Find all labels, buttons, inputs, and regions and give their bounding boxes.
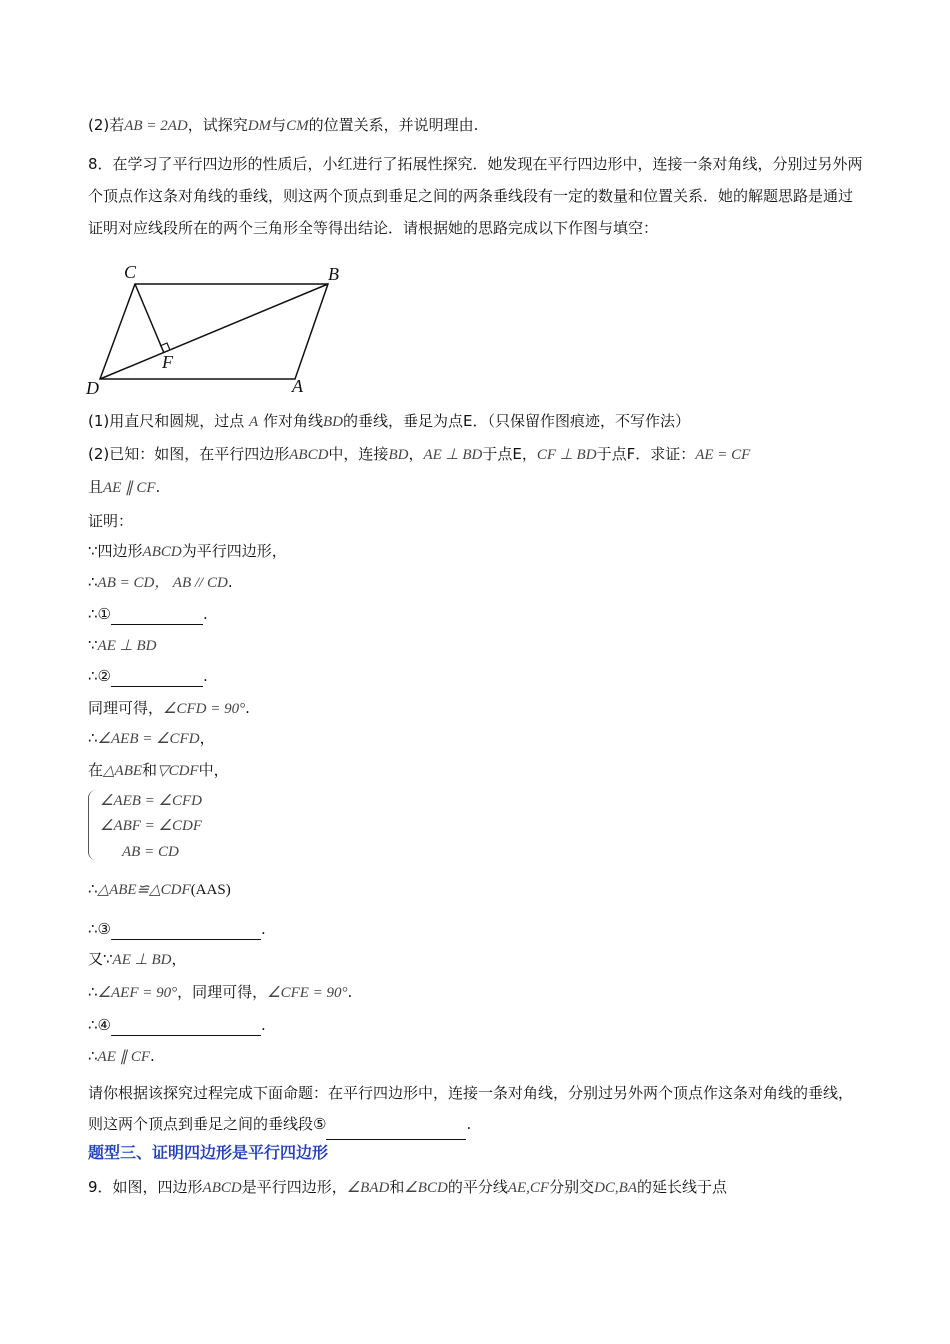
text: 于点F．求证： bbox=[596, 445, 696, 463]
text: . bbox=[245, 699, 250, 717]
text: ∴③ bbox=[88, 920, 111, 938]
math: ∠BCD bbox=[404, 1180, 448, 1196]
text: . bbox=[261, 920, 266, 938]
blank-5[interactable] bbox=[326, 1123, 466, 1140]
text: ， bbox=[171, 950, 187, 968]
text: 于点E， bbox=[482, 445, 537, 463]
math: CF ⊥ BD bbox=[536, 447, 597, 463]
text: ，试探究 bbox=[187, 116, 248, 134]
q8-part2 bbox=[88, 443, 750, 466]
system-line-1: ∠AEB = ∠CFD bbox=[100, 793, 203, 809]
proof-line-12 bbox=[88, 981, 352, 1004]
math: ▽CDF bbox=[157, 763, 199, 779]
label-d: D bbox=[86, 378, 99, 398]
proof-line-3 bbox=[88, 603, 208, 625]
text: 的平分线 bbox=[447, 1178, 508, 1196]
text: ∴ bbox=[88, 983, 98, 1001]
math: ∠CFE = 90° bbox=[267, 985, 348, 1001]
text: 中， bbox=[198, 761, 229, 779]
blank-2[interactable] bbox=[111, 670, 203, 687]
text: ，同理可得， bbox=[177, 983, 268, 1001]
text: (2)若 bbox=[88, 116, 125, 134]
text: 分别交 bbox=[549, 1178, 595, 1196]
proof-line-14 bbox=[88, 1045, 155, 1068]
text: 同理可得， bbox=[88, 699, 164, 717]
math: AE ∥ CF bbox=[97, 1049, 151, 1065]
text: (AAS) bbox=[190, 882, 231, 898]
math: AE ∥ CF bbox=[103, 480, 156, 496]
math: AE,CF bbox=[507, 1180, 550, 1196]
math: AE ⊥ BD bbox=[112, 952, 172, 968]
math: DM bbox=[247, 118, 272, 134]
math: ∠AEF = 90° bbox=[97, 985, 178, 1001]
proof-line-9 bbox=[88, 878, 231, 901]
text: (1)用直尺和圆规，过点 bbox=[88, 412, 245, 430]
text: 且 bbox=[88, 478, 104, 496]
math: AE = CF bbox=[695, 447, 751, 463]
text: 在 bbox=[88, 761, 104, 779]
text: ∴ bbox=[88, 573, 98, 591]
math: ABCD bbox=[289, 447, 329, 463]
q8-part2-line2 bbox=[88, 476, 160, 499]
text: 与 bbox=[271, 116, 287, 134]
math: CM bbox=[286, 118, 309, 134]
text: ∴① bbox=[88, 605, 111, 623]
perpendicular-cf bbox=[135, 284, 164, 353]
math: A bbox=[249, 414, 259, 430]
math: △ABE bbox=[103, 763, 143, 779]
text: . bbox=[466, 1115, 472, 1133]
text: ∴④ bbox=[88, 1016, 111, 1034]
text: 为平行四边形， bbox=[181, 542, 287, 560]
text: ∵ bbox=[88, 636, 98, 654]
math: DC,BA bbox=[594, 1180, 638, 1196]
system-line-2: ∠ABF = ∠CDF bbox=[100, 818, 203, 834]
math: ABCD bbox=[142, 544, 182, 560]
text: ∵四边形 bbox=[88, 542, 143, 560]
q7-part2 bbox=[88, 114, 478, 137]
text: 的垂线，垂足为点E．（只保留作图痕迹，不写作法） bbox=[343, 412, 690, 430]
proof-line-5 bbox=[88, 665, 208, 687]
math: AB = CD， AB // CD bbox=[97, 575, 228, 591]
math: ∠AEB = ∠CFD bbox=[97, 731, 200, 747]
math: ∠BAD bbox=[346, 1180, 390, 1196]
math: BD bbox=[388, 447, 409, 463]
math: AB = 2AD bbox=[124, 118, 188, 134]
text: 又∵ bbox=[88, 950, 113, 968]
label-c: C bbox=[124, 262, 137, 282]
text: ∴ bbox=[88, 880, 98, 898]
proof-title: 证明： bbox=[88, 512, 134, 530]
math: AE ⊥ BD bbox=[423, 447, 483, 463]
system-line-3: AB = CD bbox=[122, 844, 179, 860]
math: BD bbox=[323, 414, 343, 430]
proof-line-2 bbox=[88, 571, 233, 594]
text: . bbox=[227, 573, 233, 591]
label-a: A bbox=[292, 376, 303, 396]
math: △ABE≌△CDF bbox=[97, 882, 191, 898]
label-f: F bbox=[162, 352, 173, 372]
text: . bbox=[203, 605, 208, 623]
proof-line-1 bbox=[88, 540, 287, 563]
text: ∴ bbox=[88, 1047, 98, 1065]
blank-1[interactable] bbox=[111, 608, 203, 625]
proof-line-10 bbox=[88, 918, 266, 940]
text: . bbox=[203, 667, 208, 685]
blank-3[interactable] bbox=[111, 923, 261, 940]
q8-intro: 8．在学习了平行四边形的性质后，小红进行了拓展性探究．她发现在平行四边形中，连接一条对角线，分别过另外两个顶点作这条对角线的垂线，则这两个顶点到垂足之间的两条垂线段有一定的数量和位置关系．她的解题思路是通过证明对应线段所在的两个三角形全等得出结论．请根据她的思路完成以下作图与填空： bbox=[88, 155, 863, 237]
proof-line-13 bbox=[88, 1014, 266, 1036]
text: ， bbox=[408, 445, 424, 463]
text: ∴② bbox=[88, 667, 111, 685]
text: 请你根据该探究过程完成下面命题：在平行四边形中，连接一条对角线，分别过另外两个顶点作这条对角线的垂线，则这两个顶点到垂足之间的垂线段⑤ bbox=[88, 1084, 854, 1133]
text: (2)已知：如图，在平行四边形 bbox=[88, 445, 290, 463]
text: . bbox=[150, 1047, 155, 1065]
text: 中，连接 bbox=[328, 445, 389, 463]
proof-line-11 bbox=[88, 948, 186, 971]
text: 和 bbox=[389, 1178, 405, 1196]
text: 9．如图，四边形 bbox=[88, 1178, 203, 1196]
text: 作对角线 bbox=[262, 412, 323, 430]
parallelogram-figure bbox=[80, 258, 360, 398]
label-b: B bbox=[328, 264, 339, 284]
blank-4[interactable] bbox=[111, 1019, 261, 1036]
math: ABCD bbox=[202, 1180, 242, 1196]
text: 的延长线于点 bbox=[637, 1178, 728, 1196]
text: ∴ bbox=[88, 729, 98, 747]
conclusion bbox=[88, 1078, 863, 1140]
diagonal-bd bbox=[100, 284, 328, 379]
text: 的位置关系，并说明理由. bbox=[308, 116, 479, 134]
equation-brace bbox=[88, 790, 97, 860]
text: 是平行四边形， bbox=[241, 1178, 347, 1196]
proof-line-8 bbox=[88, 759, 229, 782]
proof-line-7 bbox=[88, 727, 215, 750]
text: ， bbox=[199, 729, 215, 747]
math: ∠CFD = 90° bbox=[163, 701, 246, 717]
text: 和 bbox=[142, 761, 158, 779]
q9 bbox=[88, 1176, 727, 1199]
text: . bbox=[347, 983, 353, 1001]
proof-line-6 bbox=[88, 697, 250, 720]
math: AE ⊥ BD bbox=[97, 638, 157, 654]
text: . bbox=[261, 1016, 266, 1034]
section-heading: 题型三、证明四边形是平行四边形 bbox=[88, 1143, 329, 1162]
proof-line-4 bbox=[88, 634, 156, 657]
text: . bbox=[155, 478, 161, 496]
q8-part1 bbox=[88, 410, 690, 433]
